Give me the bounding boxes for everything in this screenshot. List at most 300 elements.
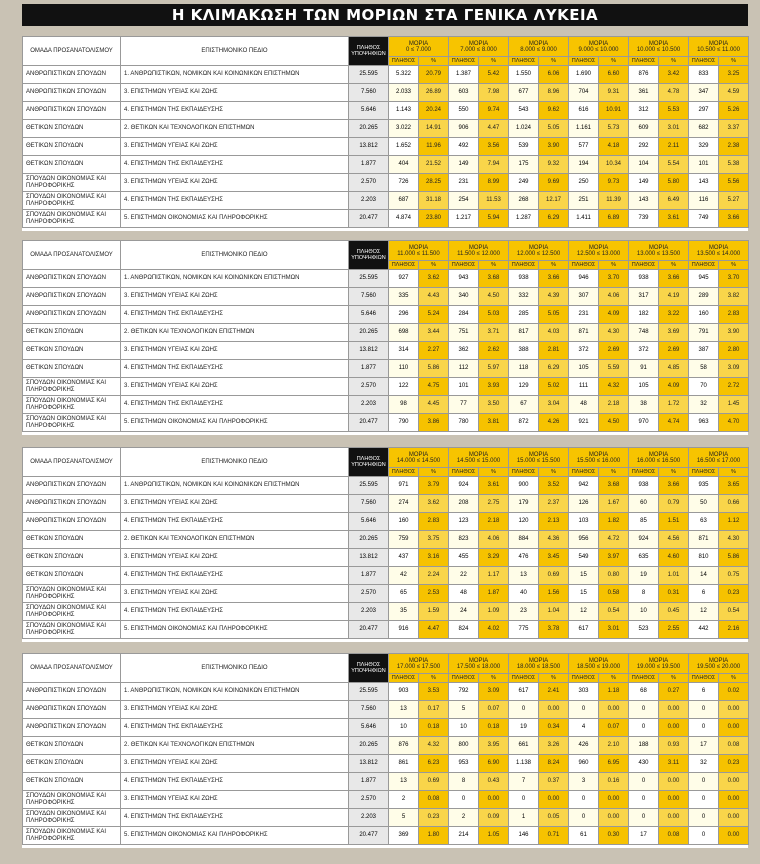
count-cell: 1.387 bbox=[449, 66, 479, 84]
count-header: ΠΛΗΘΟΣ bbox=[509, 674, 539, 683]
table-row bbox=[23, 156, 749, 174]
pct-cell: 4.59 bbox=[719, 84, 749, 102]
field-cell: 3. ΕΠΙΣΤΗΜΩΝ ΥΓΕΙΑΣ ΚΑΙ ΖΩΗΣ bbox=[121, 585, 349, 603]
pct-cell: 8.24 bbox=[539, 755, 569, 773]
pct-cell: 11.39 bbox=[599, 192, 629, 210]
pct-cell: 4.85 bbox=[659, 360, 689, 378]
count-cell: 0 bbox=[629, 719, 659, 737]
field-cell: 4. ΕΠΙΣΤΗΜΩΝ ΤΗΣ ΕΚΠΑΙΔΕΥΣΗΣ bbox=[121, 360, 349, 378]
pct-cell: 2.83 bbox=[719, 306, 749, 324]
total-cell: 20.265 bbox=[349, 324, 389, 342]
count-cell: 101 bbox=[689, 156, 719, 174]
pct-cell: 8.99 bbox=[479, 174, 509, 192]
pct-cell: 4.56 bbox=[659, 531, 689, 549]
pct-cell: 5.05 bbox=[539, 306, 569, 324]
count-cell: 61 bbox=[569, 827, 599, 845]
table-row bbox=[23, 549, 749, 567]
pct-cell: 2.62 bbox=[479, 342, 509, 360]
pct-header: % bbox=[419, 261, 449, 270]
pct-cell: 0.69 bbox=[419, 773, 449, 791]
range-value: 17.000 ≤ 17.500 bbox=[396, 663, 441, 670]
count-cell: 0 bbox=[689, 773, 719, 791]
pct-cell: 4.39 bbox=[539, 288, 569, 306]
pct-cell: 2.11 bbox=[659, 138, 689, 156]
range-label: ΜΟΡΙΑ bbox=[468, 244, 489, 251]
pct-cell: 2.38 bbox=[719, 138, 749, 156]
count-cell: 67 bbox=[509, 396, 539, 414]
field-cell: 1. ΑΝΘΡΩΠΙΣΤΙΚΩΝ, ΝΟΜΙΚΩΝ ΚΑΙ ΚΟΙΝΩΝΙΚΩΝ ΕΠΙΣΤΗΜΩΝ bbox=[121, 66, 349, 84]
table-row bbox=[23, 102, 749, 120]
pct-cell: 2.75 bbox=[479, 495, 509, 513]
count-cell: 523 bbox=[629, 621, 659, 639]
pct-cell: 0.07 bbox=[599, 719, 629, 737]
count-header: ΠΛΗΘΟΣ bbox=[629, 57, 659, 66]
pct-cell: 4.45 bbox=[419, 396, 449, 414]
count-cell: 617 bbox=[569, 621, 599, 639]
pct-cell: 4.09 bbox=[599, 306, 629, 324]
count-cell: 126 bbox=[569, 495, 599, 513]
field-cell: 3. ΕΠΙΣΤΗΜΩΝ ΥΓΕΙΑΣ ΚΑΙ ΖΩΗΣ bbox=[121, 342, 349, 360]
range-header-3 bbox=[509, 654, 569, 674]
pct-header: % bbox=[479, 57, 509, 66]
count-cell: 13 bbox=[389, 773, 419, 791]
field-cell: 4. ΕΠΙΣΤΗΜΩΝ ΤΗΣ ΕΚΠΑΙΔΕΥΣΗΣ bbox=[121, 719, 349, 737]
pct-cell: 5.97 bbox=[479, 360, 509, 378]
header-group: ΟΜΑΔΑ ΠΡΟΣΑΝΑΤΟΛΙΣΜΟΥ bbox=[23, 241, 121, 270]
range-label: ΜΟΡΙΑ bbox=[408, 657, 429, 664]
pct-cell: 0.09 bbox=[479, 809, 509, 827]
pct-cell: 0.00 bbox=[719, 827, 749, 845]
total-cell: 13.812 bbox=[349, 342, 389, 360]
count-cell: 687 bbox=[389, 192, 419, 210]
count-cell: 1.143 bbox=[389, 102, 419, 120]
group-cell: ΘΕΤΙΚΩΝ ΣΠΟΥΔΩΝ bbox=[23, 120, 121, 138]
count-cell: 340 bbox=[449, 288, 479, 306]
range-value: 11.000 ≤ 11.500 bbox=[397, 250, 440, 257]
count-cell: 0 bbox=[689, 701, 719, 719]
table-row bbox=[23, 603, 749, 621]
range-label: ΜΟΡΙΑ bbox=[468, 40, 489, 47]
pct-cell: 0.00 bbox=[599, 791, 629, 809]
range-label: ΜΟΡΙΑ bbox=[468, 657, 489, 664]
table-row bbox=[23, 737, 749, 755]
pct-cell: 5.03 bbox=[479, 306, 509, 324]
pct-cell: 4.72 bbox=[599, 531, 629, 549]
pct-cell: 1.67 bbox=[599, 495, 629, 513]
pct-cell: 3.66 bbox=[659, 270, 689, 288]
pct-cell: 5.54 bbox=[659, 156, 689, 174]
table-row bbox=[23, 621, 749, 639]
pct-cell: 0.75 bbox=[719, 567, 749, 585]
count-cell: 35 bbox=[389, 603, 419, 621]
table-row bbox=[23, 773, 749, 791]
total-cell: 5.646 bbox=[349, 102, 389, 120]
count-cell: 775 bbox=[509, 621, 539, 639]
pct-cell: 4.03 bbox=[539, 324, 569, 342]
count-cell: 924 bbox=[449, 477, 479, 495]
total-cell: 20.477 bbox=[349, 827, 389, 845]
count-cell: 13 bbox=[389, 701, 419, 719]
count-cell: 303 bbox=[569, 683, 599, 701]
pct-cell: 3.95 bbox=[479, 737, 509, 755]
group-cell: ΘΕΤΙΚΩΝ ΣΠΟΥΔΩΝ bbox=[23, 567, 121, 585]
count-cell: 871 bbox=[689, 531, 719, 549]
total-cell: 2.203 bbox=[349, 603, 389, 621]
count-cell: 63 bbox=[689, 513, 719, 531]
range-label: ΜΟΡΙΑ bbox=[648, 451, 669, 458]
table-row bbox=[23, 414, 749, 432]
table-row bbox=[23, 138, 749, 156]
count-cell: 1.024 bbox=[509, 120, 539, 138]
pct-header: % bbox=[599, 57, 629, 66]
total-cell: 13.812 bbox=[349, 755, 389, 773]
field-cell: 2. ΘΕΤΙΚΩΝ ΚΑΙ ΤΕΧΝΟΛΟΓΙΚΩΝ ΕΠΙΣΤΗΜΩΝ bbox=[121, 531, 349, 549]
count-cell: 938 bbox=[629, 270, 659, 288]
pct-cell: 4.50 bbox=[479, 288, 509, 306]
pct-cell: 2.69 bbox=[659, 342, 689, 360]
pct-cell: 5.42 bbox=[479, 66, 509, 84]
range-label: ΜΟΡΙΑ bbox=[708, 451, 729, 458]
table-row bbox=[23, 342, 749, 360]
count-cell: 549 bbox=[569, 549, 599, 567]
count-cell: 677 bbox=[509, 84, 539, 102]
pct-cell: 9.69 bbox=[539, 174, 569, 192]
pct-cell: 2.37 bbox=[539, 495, 569, 513]
group-cell: ΘΕΤΙΚΩΝ ΣΠΟΥΔΩΝ bbox=[23, 138, 121, 156]
pct-cell: 0.23 bbox=[419, 809, 449, 827]
pct-cell: 3.68 bbox=[599, 477, 629, 495]
count-cell: 876 bbox=[389, 737, 419, 755]
count-header: ΠΛΗΘΟΣ bbox=[569, 57, 599, 66]
pct-cell: 1.01 bbox=[659, 567, 689, 585]
count-cell: 103 bbox=[569, 513, 599, 531]
total-cell: 1.877 bbox=[349, 156, 389, 174]
score-table-3 bbox=[22, 447, 749, 639]
count-cell: 118 bbox=[509, 360, 539, 378]
count-cell: 5.322 bbox=[389, 66, 419, 84]
pct-cell: 3.09 bbox=[719, 360, 749, 378]
pct-cell: 1.12 bbox=[719, 513, 749, 531]
count-cell: 149 bbox=[449, 156, 479, 174]
total-cell: 1.877 bbox=[349, 360, 389, 378]
field-cell: 3. ΕΠΙΣΤΗΜΩΝ ΥΓΕΙΑΣ ΚΑΙ ΖΩΗΣ bbox=[121, 174, 349, 192]
table-row bbox=[23, 683, 749, 701]
table-row bbox=[23, 270, 749, 288]
range-value: 16.000 ≤ 16.500 bbox=[636, 457, 681, 464]
count-cell: 476 bbox=[509, 549, 539, 567]
count-cell: 924 bbox=[629, 531, 659, 549]
count-cell: 792 bbox=[449, 683, 479, 701]
pct-cell: 0.07 bbox=[479, 701, 509, 719]
pct-cell: 3.26 bbox=[539, 737, 569, 755]
count-cell: 539 bbox=[509, 138, 539, 156]
count-cell: 550 bbox=[449, 102, 479, 120]
group-cell: ΣΠΟΥΔΩΝ ΟΙΚΟΝΟΜΙΑΣ ΚΑΙ ΠΛΗΡΟΦΟΡΙΚΗΣ bbox=[23, 192, 121, 210]
pct-header: % bbox=[599, 261, 629, 270]
table-row bbox=[23, 84, 749, 102]
pct-cell: 5.53 bbox=[659, 102, 689, 120]
total-cell: 20.477 bbox=[349, 414, 389, 432]
pct-cell: 0.00 bbox=[659, 701, 689, 719]
score-table-4 bbox=[22, 653, 749, 845]
count-cell: 2 bbox=[449, 809, 479, 827]
count-cell: 98 bbox=[389, 396, 419, 414]
count-cell: 17 bbox=[629, 827, 659, 845]
range-header-4 bbox=[569, 241, 629, 261]
field-cell: 5. ΕΠΙΣΤΗΜΩΝ ΟΙΚΟΝΟΜΙΑΣ ΚΑΙ ΠΛΗΡΟΦΟΡΙΚΗΣ bbox=[121, 210, 349, 228]
total-cell: 1.877 bbox=[349, 567, 389, 585]
count-cell: 32 bbox=[689, 396, 719, 414]
table-row bbox=[23, 531, 749, 549]
table-row bbox=[23, 701, 749, 719]
pct-cell: 5.80 bbox=[659, 174, 689, 192]
table-row bbox=[23, 827, 749, 845]
count-cell: 15 bbox=[569, 567, 599, 585]
group-cell: ΑΝΘΡΩΠΙΣΤΙΚΩΝ ΣΠΟΥΔΩΝ bbox=[23, 477, 121, 495]
count-cell: 105 bbox=[569, 360, 599, 378]
range-header-1 bbox=[389, 37, 449, 57]
pct-cell: 6.89 bbox=[599, 210, 629, 228]
count-cell: 916 bbox=[389, 621, 419, 639]
count-cell: 50 bbox=[689, 495, 719, 513]
count-cell: 19 bbox=[629, 567, 659, 585]
range-label: ΜΟΡΙΑ bbox=[588, 657, 609, 664]
header-field: ΕΠΙΣΤΗΜΟΝΙΚΟ ΠΕΔΙΟ bbox=[121, 37, 349, 66]
pct-cell: 3.29 bbox=[479, 549, 509, 567]
group-cell: ΣΠΟΥΔΩΝ ΟΙΚΟΝΟΜΙΑΣ ΚΑΙ ΠΛΗΡΟΦΟΡΙΚΗΣ bbox=[23, 809, 121, 827]
pct-header: % bbox=[479, 261, 509, 270]
pct-cell: 2.81 bbox=[539, 342, 569, 360]
range-label: ΜΟΡΙΑ bbox=[408, 40, 429, 47]
count-cell: 329 bbox=[689, 138, 719, 156]
pct-cell: 9.73 bbox=[599, 174, 629, 192]
pct-cell: 4.74 bbox=[659, 414, 689, 432]
count-cell: 23 bbox=[509, 603, 539, 621]
group-cell: ΑΝΘΡΩΠΙΣΤΙΚΩΝ ΣΠΟΥΔΩΝ bbox=[23, 701, 121, 719]
count-cell: 250 bbox=[569, 174, 599, 192]
pct-cell: 4.06 bbox=[479, 531, 509, 549]
count-cell: 0 bbox=[689, 719, 719, 737]
pct-header: % bbox=[659, 674, 689, 683]
pct-cell: 4.26 bbox=[539, 414, 569, 432]
count-cell: 0 bbox=[629, 773, 659, 791]
pct-cell: 3.70 bbox=[719, 270, 749, 288]
pct-cell: 5.73 bbox=[599, 120, 629, 138]
range-value: 18.500 ≤ 19.000 bbox=[576, 663, 621, 670]
group-cell: ΣΠΟΥΔΩΝ ΟΙΚΟΝΟΜΙΑΣ ΚΑΙ ΠΛΗΡΟΦΟΡΙΚΗΣ bbox=[23, 174, 121, 192]
count-cell: 2.033 bbox=[389, 84, 419, 102]
pct-cell: 3.44 bbox=[419, 324, 449, 342]
pct-cell: 3.01 bbox=[599, 621, 629, 639]
range-value: 17.500 ≤ 18.000 bbox=[456, 663, 501, 670]
group-cell: ΘΕΤΙΚΩΝ ΣΠΟΥΔΩΝ bbox=[23, 324, 121, 342]
total-cell: 25.595 bbox=[349, 270, 389, 288]
table-row bbox=[23, 495, 749, 513]
count-cell: 14 bbox=[689, 567, 719, 585]
count-cell: 19 bbox=[509, 719, 539, 737]
count-cell: 970 bbox=[629, 414, 659, 432]
field-cell: 3. ΕΠΙΣΤΗΜΩΝ ΥΓΕΙΑΣ ΚΑΙ ΖΩΗΣ bbox=[121, 549, 349, 567]
pct-cell: 4.60 bbox=[659, 549, 689, 567]
count-cell: 268 bbox=[509, 192, 539, 210]
group-cell: ΑΝΘΡΩΠΙΣΤΙΚΩΝ ΣΠΟΥΔΩΝ bbox=[23, 84, 121, 102]
group-cell: ΘΕΤΙΚΩΝ ΣΠΟΥΔΩΝ bbox=[23, 773, 121, 791]
pct-cell: 9.74 bbox=[479, 102, 509, 120]
group-cell: ΣΠΟΥΔΩΝ ΟΙΚΟΝΟΜΙΑΣ ΚΑΙ ΠΛΗΡΟΦΟΡΙΚΗΣ bbox=[23, 621, 121, 639]
count-cell: 884 bbox=[509, 531, 539, 549]
pct-cell: 1.80 bbox=[419, 827, 449, 845]
total-cell: 2.570 bbox=[349, 585, 389, 603]
pct-cell: 1.17 bbox=[479, 567, 509, 585]
count-cell: 312 bbox=[629, 102, 659, 120]
count-cell: 956 bbox=[569, 531, 599, 549]
range-header-5 bbox=[629, 241, 689, 261]
pct-cell: 0.79 bbox=[659, 495, 689, 513]
count-cell: 110 bbox=[389, 360, 419, 378]
count-cell: 0 bbox=[569, 701, 599, 719]
pct-header: % bbox=[419, 57, 449, 66]
range-header-2 bbox=[449, 241, 509, 261]
count-cell: 824 bbox=[449, 621, 479, 639]
score-table-1 bbox=[22, 36, 749, 228]
count-cell: 871 bbox=[569, 324, 599, 342]
pct-cell: 0.00 bbox=[719, 809, 749, 827]
total-cell: 20.265 bbox=[349, 120, 389, 138]
count-cell: 143 bbox=[689, 174, 719, 192]
pct-cell: 10.91 bbox=[599, 102, 629, 120]
count-cell: 577 bbox=[569, 138, 599, 156]
range-value: 14.500 ≤ 15.000 bbox=[456, 457, 501, 464]
range-value: 12.500 ≤ 13.000 bbox=[576, 250, 621, 257]
count-header: ΠΛΗΘΟΣ bbox=[629, 261, 659, 270]
count-cell: 112 bbox=[449, 360, 479, 378]
pct-cell: 3.50 bbox=[479, 396, 509, 414]
count-cell: 48 bbox=[449, 585, 479, 603]
group-cell: ΑΝΘΡΩΠΙΣΤΙΚΩΝ ΣΠΟΥΔΩΝ bbox=[23, 683, 121, 701]
count-cell: 5 bbox=[389, 809, 419, 827]
score-table-block-3 bbox=[22, 447, 748, 642]
total-cell: 25.595 bbox=[349, 477, 389, 495]
pct-cell: 4.09 bbox=[659, 378, 689, 396]
count-cell: 68 bbox=[629, 683, 659, 701]
range-header-6 bbox=[689, 654, 749, 674]
count-cell: 101 bbox=[449, 378, 479, 396]
count-cell: 17 bbox=[689, 737, 719, 755]
count-cell: 0 bbox=[629, 701, 659, 719]
count-cell: 1.287 bbox=[509, 210, 539, 228]
pct-cell: 0.00 bbox=[719, 791, 749, 809]
field-cell: 5. ΕΠΙΣΤΗΜΩΝ ΟΙΚΟΝΟΜΙΑΣ ΚΑΙ ΠΛΗΡΟΦΟΡΙΚΗΣ bbox=[121, 621, 349, 639]
range-value: 7.000 ≤ 8.000 bbox=[460, 46, 497, 53]
count-cell: 823 bbox=[449, 531, 479, 549]
total-cell: 5.646 bbox=[349, 719, 389, 737]
count-cell: 1.652 bbox=[389, 138, 419, 156]
count-header: ΠΛΗΘΟΣ bbox=[449, 261, 479, 270]
pct-cell: 2.72 bbox=[719, 378, 749, 396]
group-cell: ΣΠΟΥΔΩΝ ΟΙΚΟΝΟΜΙΑΣ ΚΑΙ ΠΛΗΡΟΦΟΡΙΚΗΣ bbox=[23, 791, 121, 809]
table-row bbox=[23, 192, 749, 210]
pct-cell: 6.95 bbox=[599, 755, 629, 773]
pct-cell: 4.32 bbox=[599, 378, 629, 396]
score-table-block-1 bbox=[22, 36, 748, 231]
range-label: ΜΟΡΙΑ bbox=[528, 657, 549, 664]
count-cell: 698 bbox=[389, 324, 419, 342]
pct-cell: 4.47 bbox=[419, 621, 449, 639]
field-cell: 4. ΕΠΙΣΤΗΜΩΝ ΤΗΣ ΕΚΠΑΙΔΕΥΣΗΣ bbox=[121, 192, 349, 210]
count-cell: 15 bbox=[569, 585, 599, 603]
count-header: ΠΛΗΘΟΣ bbox=[569, 468, 599, 477]
range-value: 13.000 ≤ 13.500 bbox=[636, 250, 681, 257]
pct-cell: 0.23 bbox=[719, 755, 749, 773]
pct-cell: 5.59 bbox=[599, 360, 629, 378]
range-header-2 bbox=[449, 37, 509, 57]
table-row bbox=[23, 513, 749, 531]
total-cell: 20.477 bbox=[349, 210, 389, 228]
count-cell: 960 bbox=[569, 755, 599, 773]
count-cell: 543 bbox=[509, 102, 539, 120]
total-cell: 13.812 bbox=[349, 549, 389, 567]
count-cell: 790 bbox=[389, 414, 419, 432]
range-value: 15.500 ≤ 16.000 bbox=[576, 457, 621, 464]
pct-cell: 4.32 bbox=[419, 737, 449, 755]
pct-cell: 0.69 bbox=[539, 567, 569, 585]
range-value: 9.000 ≤ 10.000 bbox=[578, 46, 619, 53]
field-cell: 4. ΕΠΙΣΤΗΜΩΝ ΤΗΣ ΕΚΠΑΙΔΕΥΣΗΣ bbox=[121, 513, 349, 531]
total-cell: 2.570 bbox=[349, 174, 389, 192]
count-cell: 3.022 bbox=[389, 120, 419, 138]
count-cell: 6 bbox=[689, 585, 719, 603]
pct-cell: 20.79 bbox=[419, 66, 449, 84]
total-cell: 20.265 bbox=[349, 737, 389, 755]
pct-cell: 3.66 bbox=[719, 210, 749, 228]
pct-header: % bbox=[419, 468, 449, 477]
count-cell: 0 bbox=[449, 791, 479, 809]
count-cell: 123 bbox=[449, 513, 479, 531]
pct-cell: 4.30 bbox=[599, 324, 629, 342]
field-cell: 5. ΕΠΙΣΤΗΜΩΝ ΟΙΚΟΝΟΜΙΑΣ ΚΑΙ ΠΛΗΡΟΦΟΡΙΚΗΣ bbox=[121, 414, 349, 432]
pct-cell: 3.90 bbox=[539, 138, 569, 156]
range-header-4 bbox=[569, 654, 629, 674]
count-header: ΠΛΗΘΟΣ bbox=[689, 468, 719, 477]
pct-cell: 3.09 bbox=[479, 683, 509, 701]
count-cell: 935 bbox=[689, 477, 719, 495]
field-cell: 3. ΕΠΙΣΤΗΜΩΝ ΥΓΕΙΑΣ ΚΑΙ ΖΩΗΣ bbox=[121, 495, 349, 513]
count-cell: 296 bbox=[389, 306, 419, 324]
pct-cell: 5.24 bbox=[419, 306, 449, 324]
range-value: 12.000 ≤ 12.500 bbox=[516, 250, 561, 257]
pct-cell: 3.61 bbox=[479, 477, 509, 495]
group-cell: ΑΝΘΡΩΠΙΣΤΙΚΩΝ ΣΠΟΥΔΩΝ bbox=[23, 719, 121, 737]
count-cell: 297 bbox=[689, 102, 719, 120]
count-cell: 22 bbox=[449, 567, 479, 585]
count-cell: 317 bbox=[629, 288, 659, 306]
pct-cell: 20.24 bbox=[419, 102, 449, 120]
pct-cell: 5.26 bbox=[719, 102, 749, 120]
field-cell: 3. ΕΠΙΣΤΗΜΩΝ ΥΓΕΙΑΣ ΚΑΙ ΖΩΗΣ bbox=[121, 378, 349, 396]
pct-cell: 4.50 bbox=[599, 414, 629, 432]
count-cell: 91 bbox=[629, 360, 659, 378]
header-total: ΠΛΗΘΟΣ ΥΠΟΨΗΦΙΩΝ bbox=[349, 241, 389, 270]
pct-cell: 2.18 bbox=[479, 513, 509, 531]
pct-cell: 0.00 bbox=[599, 809, 629, 827]
pct-header: % bbox=[659, 468, 689, 477]
pct-cell: 3.16 bbox=[419, 549, 449, 567]
group-cell: ΘΕΤΙΚΩΝ ΣΠΟΥΔΩΝ bbox=[23, 737, 121, 755]
pct-cell: 0.16 bbox=[599, 773, 629, 791]
pct-cell: 4.02 bbox=[479, 621, 509, 639]
group-cell: ΑΝΘΡΩΠΙΣΤΙΚΩΝ ΣΠΟΥΔΩΝ bbox=[23, 288, 121, 306]
count-cell: 437 bbox=[389, 549, 419, 567]
